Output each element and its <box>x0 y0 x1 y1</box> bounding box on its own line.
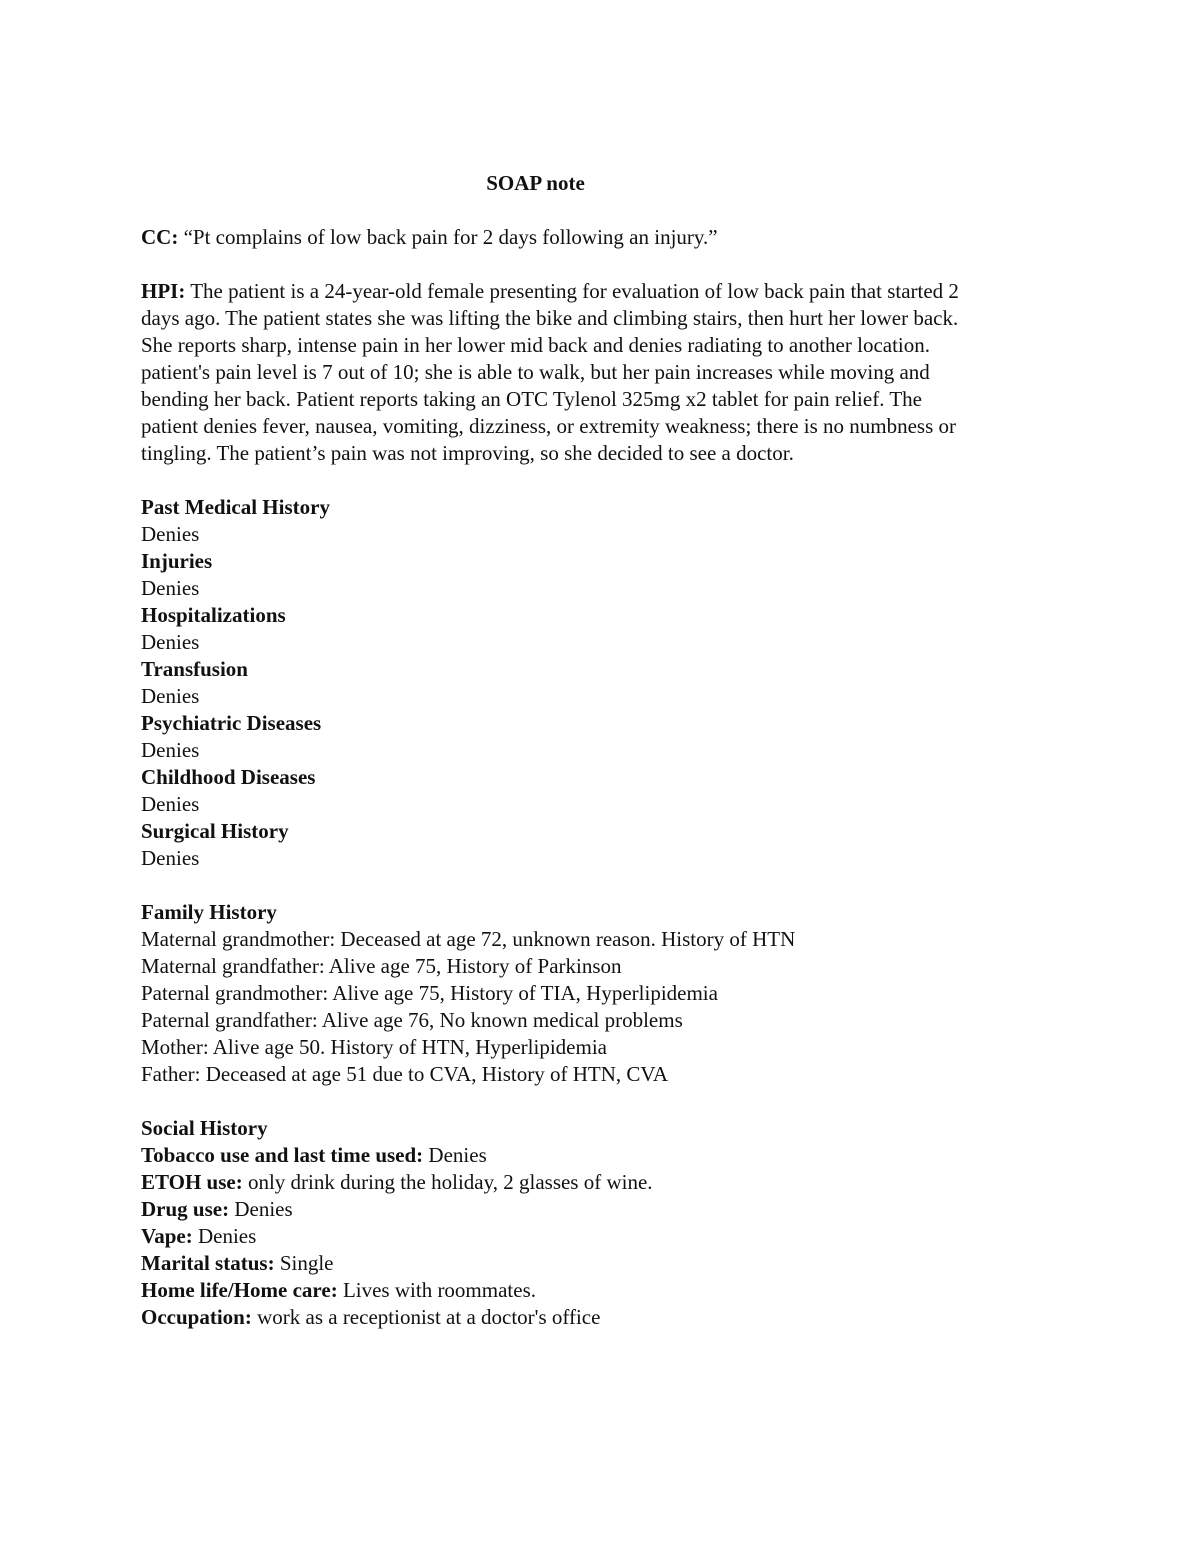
cc-label: CC: <box>141 225 179 249</box>
history-heading: Injuries <box>141 549 213 573</box>
history-heading: Past Medical History <box>141 495 330 519</box>
family-history-line: Maternal grandfather: Alive age 75, History of Parkinson <box>141 954 622 978</box>
history-value: Denies <box>141 522 200 546</box>
social-history-item <box>141 1250 1071 1277</box>
history-heading: Psychiatric Diseases <box>141 711 322 735</box>
social-label: Marital status: <box>141 1251 275 1275</box>
history-value: Denies <box>141 684 200 708</box>
family-history-line: Maternal grandmother: Deceased at age 72, unknown reason. History of HTN <box>141 927 796 951</box>
history-heading: Transfusion <box>141 657 248 681</box>
family-history-line: Paternal grandfather: Alive age 76, No known medical problems <box>141 1008 683 1032</box>
history-value: Denies <box>141 738 200 762</box>
social-value: Denies <box>197 1224 257 1248</box>
history-value: Denies <box>141 576 200 600</box>
hpi-section <box>141 278 1071 467</box>
family-history-heading: Family History <box>141 900 277 924</box>
hpi-line: tingling. The patient’s pain was not improving, so she decided to see a doctor. <box>141 441 794 465</box>
family-history-line: Paternal grandmother: Alive age 75, History of TIA, Hyperlipidemia <box>141 981 718 1005</box>
social-label: Tobacco use and last time used: <box>141 1143 424 1167</box>
document-title <box>0 170 1030 197</box>
history-value: Denies <box>141 846 200 870</box>
social-history-item <box>141 1169 1071 1196</box>
social-label: Home life/Home care: <box>141 1278 338 1302</box>
cc-text: “Pt complains of low back pain for 2 days following an injury.” <box>183 225 718 249</box>
hpi-line: bending her back. Patient reports taking an OTC Tylenol 325mg x2 tablet for pain relief. The <box>141 387 922 411</box>
social-value: work as a receptionist at a doctor's office <box>257 1305 601 1329</box>
document-title-text: SOAP note <box>486 171 585 195</box>
document-page <box>141 170 1071 1331</box>
hpi-line: She reports sharp, intense pain in her lower mid back and denies radiating to another location. <box>141 333 931 357</box>
social-label: Occupation: <box>141 1305 252 1329</box>
chief-complaint <box>141 224 1071 251</box>
history-value: Denies <box>141 630 200 654</box>
social-history-item <box>141 1304 1071 1331</box>
history-heading: Hospitalizations <box>141 603 286 627</box>
social-value: only drink during the holiday, 2 glasses of wine. <box>247 1170 653 1194</box>
social-history-heading: Social History <box>141 1116 268 1140</box>
hpi-line: patient denies fever, nausea, vomiting, dizziness, or extremity weakness; there is no numbness or <box>141 414 957 438</box>
social-value: Denies <box>428 1143 487 1167</box>
hpi-line: days ago. The patient states she was lifting the bike and climbing stairs, then hurt her lower back. <box>141 306 959 330</box>
hpi-line: patient's pain level is 7 out of 10; she is able to walk, but her pain increases while moving and <box>141 360 930 384</box>
social-value: Lives with roommates. <box>342 1278 537 1302</box>
social-value: Single <box>279 1251 334 1275</box>
history-value: Denies <box>141 792 200 816</box>
social-value: Denies <box>234 1197 293 1221</box>
social-history-section <box>141 1115 1071 1331</box>
social-history-item <box>141 1223 1071 1250</box>
family-history-line: Father: Deceased at age 51 due to CVA, History of HTN, CVA <box>141 1062 669 1086</box>
family-history-section <box>141 899 1071 1088</box>
history-heading: Childhood Diseases <box>141 765 316 789</box>
hpi-line: The patient is a 24-year-old female presenting for evaluation of low back pain that started 2 <box>190 279 959 303</box>
family-history-line: Mother: Alive age 50. History of HTN, Hyperlipidemia <box>141 1035 607 1059</box>
social-history-item <box>141 1196 1071 1223</box>
social-label: Vape: <box>141 1224 193 1248</box>
medical-history-section <box>141 494 1071 872</box>
hpi-label: HPI: <box>141 279 186 303</box>
social-label: ETOH use: <box>141 1170 243 1194</box>
history-heading: Surgical History <box>141 819 289 843</box>
social-label: Drug use: <box>141 1197 230 1221</box>
social-history-item <box>141 1142 1071 1169</box>
social-history-item <box>141 1277 1071 1304</box>
